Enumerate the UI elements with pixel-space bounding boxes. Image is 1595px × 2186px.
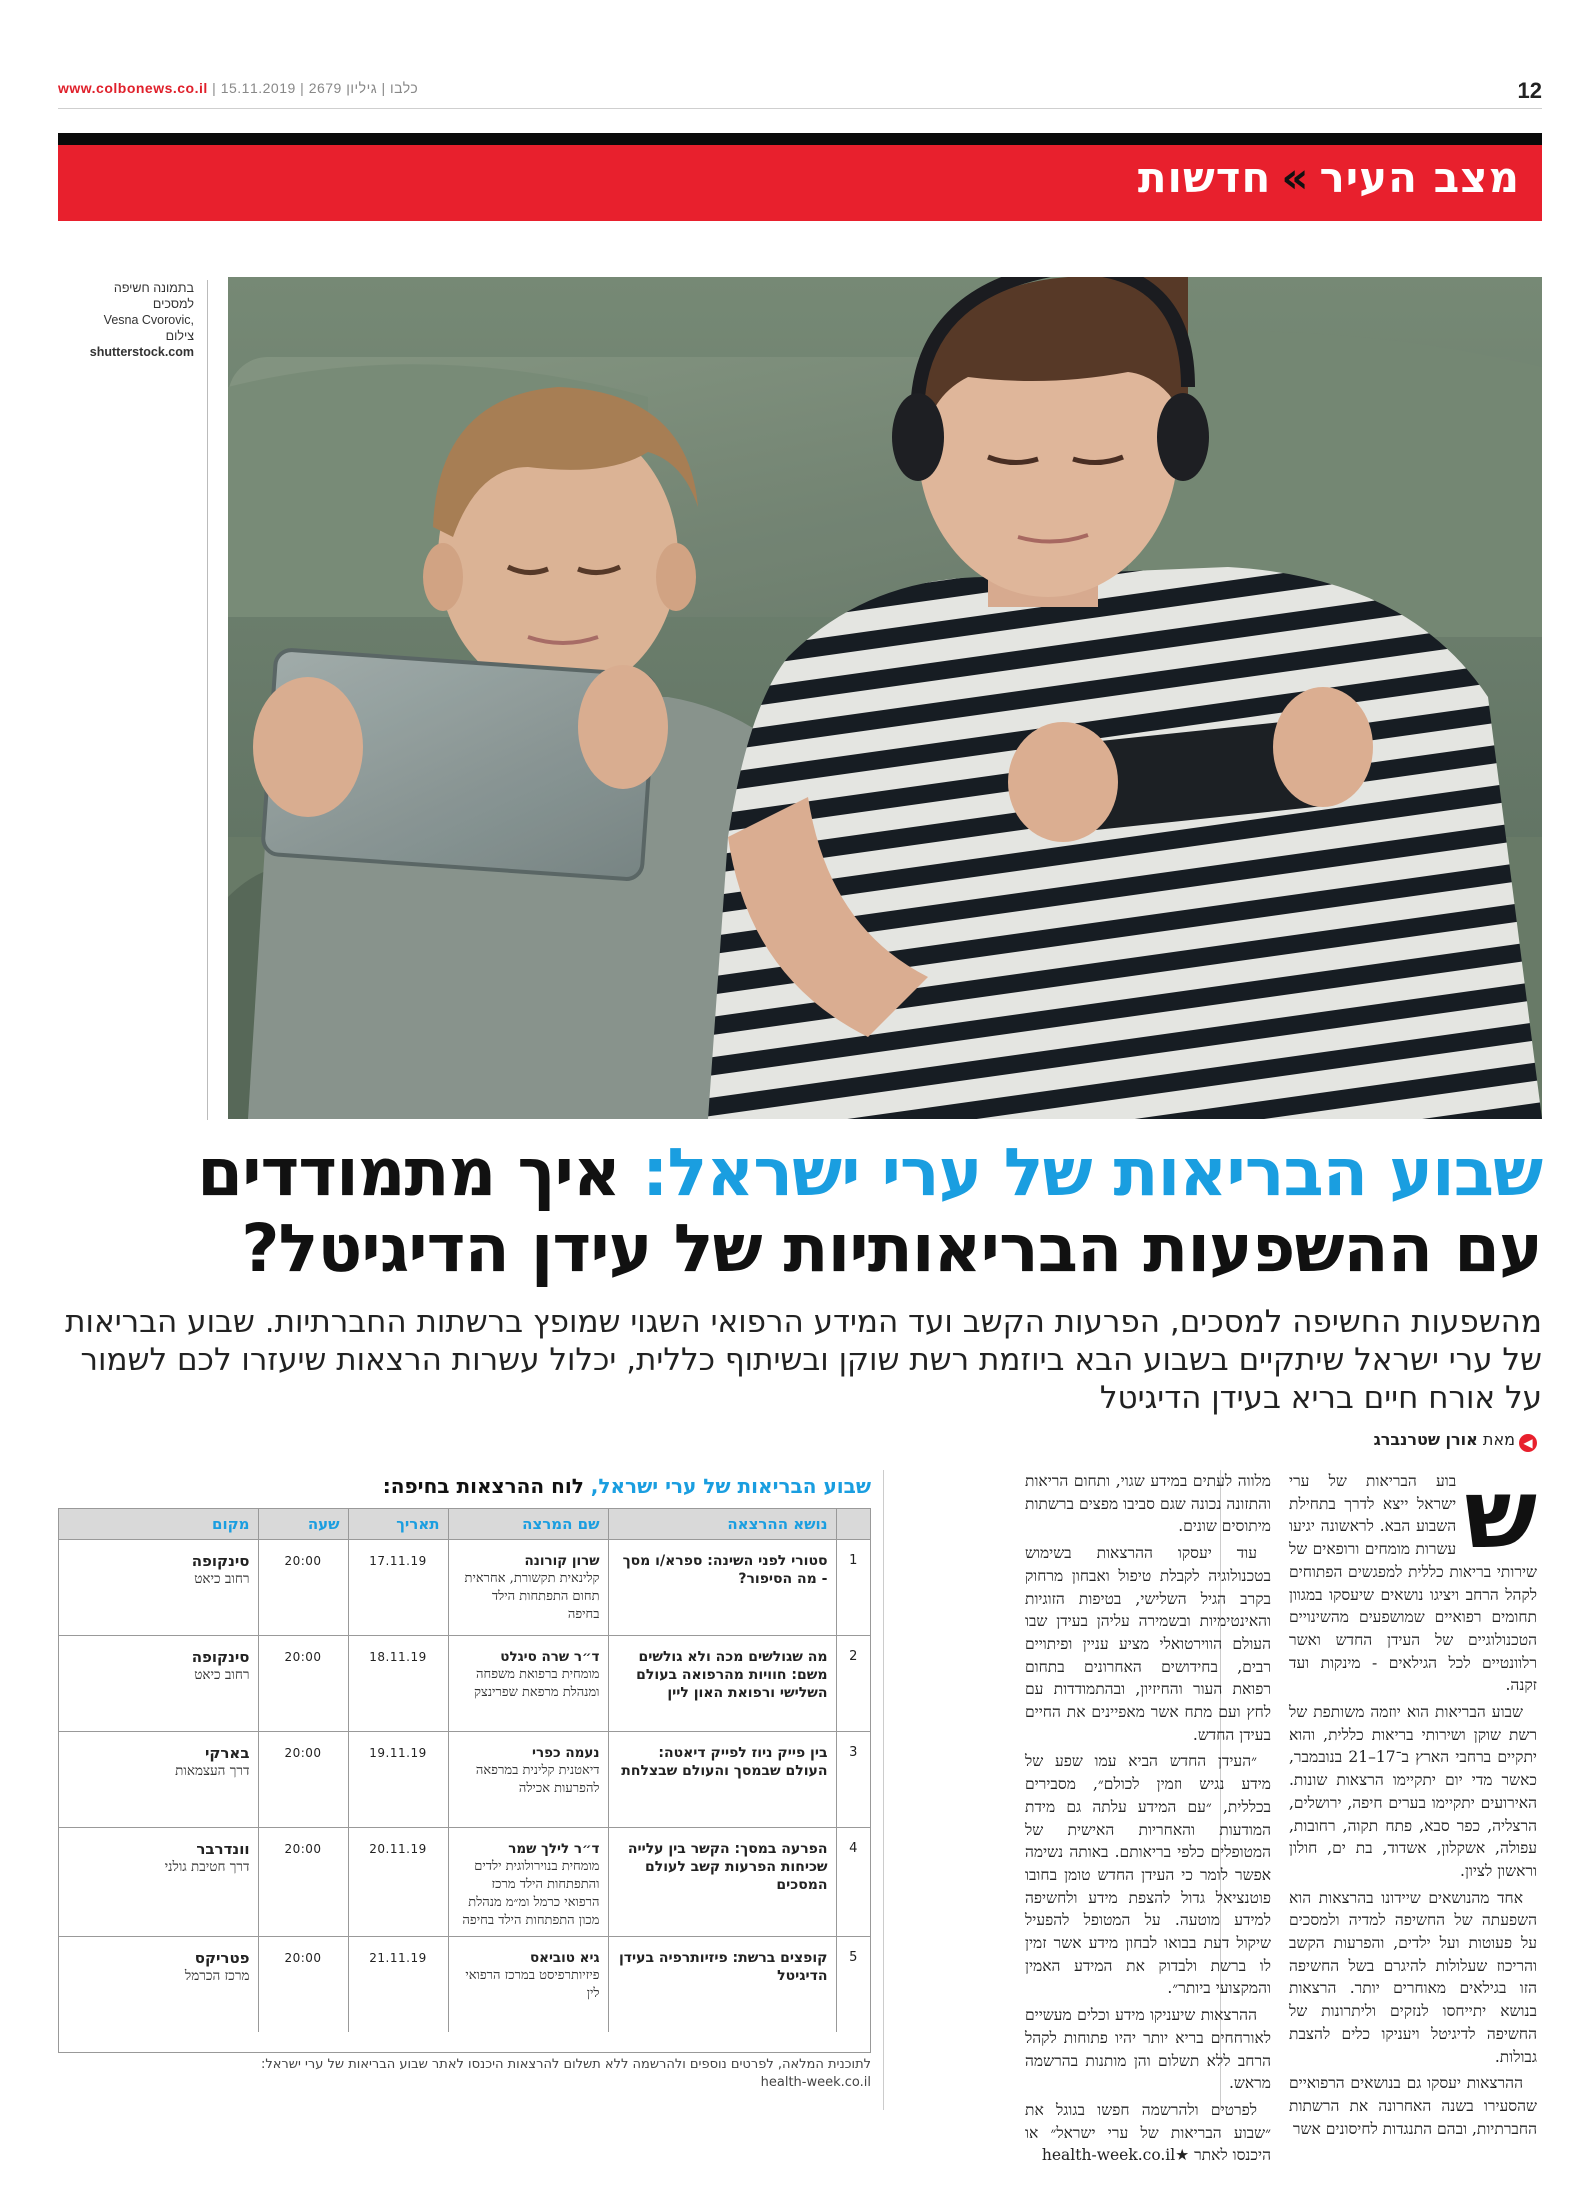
- lecturer-name: שרון קורונה: [524, 1552, 600, 1569]
- schedule-title: [383, 1474, 871, 1498]
- article-paragraph: בוע הבריאות של ערי ישראל ייצא לדרך בתחילת השבוע הבא. לראשונה יגיעו עשרות מומחים ורופאים של שירותי בריאות כללית למפגשים הפתוחים לקהל הרחב ויציגו נושאים שיעסקו במגוון תחומים רפואיים שמושפעים מהשינויים הטכנולוגיים של העידן החדש ואשר רלוונטיים לכל הגילאים - מינקות ועד זקנה.: [1289, 1472, 1537, 1695]
- table-row: [59, 1827, 870, 1936]
- table-row: [59, 1731, 870, 1827]
- article-paragraph: אחד מהנושאים שיידונו בהרצאות הוא השפעתה של החשיפה למדיה ולמסכים על פעוטות ועל ילדים, והפרעות הקשב והריכוז שעלולות להיגרם בשל החשיפה הזו בגילאים מאוחרים יותר. הרצאות בנושא יתייחסו לנזקים וליתרונות של החשיפה לדיגיטל ויעניקו כלים להצבת גבולות.: [1289, 1888, 1537, 2066]
- lecturer-role: דיאטנית קלינית במרפאה להפרעות אכילה: [475, 1762, 600, 1796]
- lecture-topic: קופצים ברשת: פיזיותרפיה בעידן הדיגיטל: [608, 1936, 836, 2032]
- article-paragraph: מלווה לעתים במידע שגוי, ותחום הריאות והתזונה נכונה שגם סביבו מפצים ברשתות מיתוסים שונים.: [1025, 1472, 1271, 1536]
- venue-address: רחוב כיאט: [194, 1570, 250, 1587]
- row-number: 1: [836, 1539, 870, 1635]
- issue-meta: [58, 80, 418, 96]
- headline-black: איך מתמודדים: [197, 1134, 620, 1211]
- lecturer-cell: [448, 1731, 608, 1827]
- section-title: [1138, 153, 1520, 202]
- double-chevron-icon: »: [1281, 153, 1310, 202]
- lecture-date: 19.11.19: [348, 1731, 448, 1827]
- lecture-date: 17.11.19: [348, 1539, 448, 1635]
- issue-info: | כלבו | גיליון 2679 | 15.11.2019: [212, 80, 419, 96]
- caption-line-2: למסכים: [152, 297, 194, 311]
- venue-name: סינקופה: [191, 1551, 250, 1570]
- lecture-date: 20.11.19: [348, 1827, 448, 1936]
- article-paragraph: עוד יעסקו ההרצאות בשימוש בטכנולוגיה לקבלת טיפול ואבחון מרחוק בקרב הגיל השלישי, בטיפות הזוגיות והאינטימיות ובשמירה עליהן בעידן שבו העולם הווירטואלי מציע עניין ופיתויים רבים, בחידושים האחרונים בתחום רפואת העור והחיזיון, ובהתמודדות עם לחץ ועם מתח אשר מאפיינים את החיים בעידן החדש.: [1025, 1544, 1271, 1744]
- article-paragraph: ההרצאות יעסקו גם בנושאים הרפואיים שהסעירו בשנה האחרונה את הרשתות החברתיות, ובהם התנגדות לחיסונים אשר: [1289, 2074, 1537, 2138]
- byline: [1374, 1430, 1537, 1452]
- venue-address: דרך העצמאות: [175, 1762, 250, 1779]
- venue-cell: [59, 1827, 258, 1936]
- table-row: [59, 1936, 870, 2032]
- article-column-1: [1289, 1458, 1537, 2140]
- section-name: מצב העיר: [1319, 153, 1520, 202]
- lecture-topic: בין פייק ניוז לפייק דיאטה: העולם שבמסך והעולם שבצלחת: [608, 1731, 836, 1827]
- lecturer-role: פיזיותרפיסט במרכז הרפואי לין: [465, 1967, 600, 2001]
- venue-cell: [59, 1936, 258, 2032]
- article-column-2: [1025, 1470, 1271, 2167]
- article-paragraph: ההרצאות שיעניקו מידע וכלים מעשיים לאורחחים בריא יותר יהיו פתוחות לקהל הרחב ללא תשלום והן מותנות בהרשמה מראש.: [1025, 2006, 1271, 2093]
- headline-blue: שבוע הבריאות של ערי ישראל:: [641, 1134, 1542, 1211]
- lecture-time: 20:00: [258, 1827, 348, 1936]
- lecture-date: 21.11.19: [348, 1936, 448, 2032]
- lecturer-name: ד״ר לילך שמר: [508, 1840, 600, 1857]
- drop-cap: ש: [1464, 1458, 1537, 1570]
- table-row: [59, 1635, 870, 1731]
- lecturer-name: נעמה כפרי: [532, 1744, 600, 1761]
- page-header: [58, 78, 1542, 108]
- credit-label: צילום: [165, 329, 194, 343]
- site-url[interactable]: www.colbonews.co.il: [58, 80, 208, 96]
- column-header-topic: נושא ההרצאה: [608, 1509, 836, 1539]
- schedule-header-row: [59, 1509, 870, 1539]
- page-number: 12: [1517, 78, 1542, 103]
- byline-prefix: מאת: [1482, 1430, 1515, 1449]
- arrow-icon: ◀: [1519, 1434, 1537, 1452]
- lecturer-cell: [448, 1635, 608, 1731]
- footnote-text: לתוכנית המלאה, לפרטים נוספים ולהרשמה ללא תשלום להרצאות היכנסו לאתר שבוע הבריאות של ערי ישראל:: [260, 2057, 871, 2072]
- venue-cell: [59, 1635, 258, 1731]
- lecture-topic: מה שגולשים מכה ולא גולשים משם: חוויות מהרפואה בעולם השלישי ורפואת האון ליין: [608, 1635, 836, 1731]
- article-paragraph: שבוע הבריאות הוא יוזמה משותפת של רשת שוקן ושירותי בריאות כללית, והוא יתקיים ברחבי הארץ ב־17–21 בנובמבר, כאשר מדי יום יתקיימו הרצאות שונות. האירועים יתקיימו בערים חיפה, ירושלים, הרצליה, כפר סבא, פתח תקוה, רחובות, עפולה, אשקלון, אשדוד, בת ים, חולון וראשון לציון.: [1289, 1703, 1537, 1880]
- column-header-venue: מקום: [59, 1509, 258, 1539]
- column-header-lecturer: שם המרצה: [448, 1509, 608, 1539]
- kids-with-devices-illustration: [228, 277, 1542, 1119]
- article-paragraph: ״העידן החדש הביא עמו שפע של מידע נגיש וזמין לכולם״, מסבירים בכללית, ״עם המידע עלתה גם מידת המודעות והאחריות האישית של המטופלים כלפי בריאותם. באותה נשימה אפשר לומר כי העידן החדש טומן בחובו פוטנציאל גדול להצפת מידע ולחשיפה למידע מוטעה. על המטופל להפעיל שיקול דעת בבואו לבחון מידע אשר זמין לו ברשת ולבדוק את המידע האמין והמקצועי ביותר״.: [1025, 1752, 1271, 1998]
- section-banner: [58, 145, 1542, 221]
- schedule-table: [58, 1508, 871, 2053]
- column-header-time: שעה: [258, 1509, 348, 1539]
- lecture-topic: סטורי לפני השינה: ספרא/ו מסך - מה הסיפור?: [608, 1539, 836, 1635]
- venue-cell: [59, 1539, 258, 1635]
- venue-cell: [59, 1731, 258, 1827]
- lecture-topic: הפרעה במסך: הקשר בין עלייה שכיחות הפרעות קשב לעולם המסכים: [608, 1827, 836, 1936]
- lecture-time: 20:00: [258, 1936, 348, 2032]
- venue-name: וונדרבר: [196, 1839, 250, 1858]
- lecturer-role: מומחית בנוירולוגית ילדים והתפתחות הילד מרכז הרפואי כרמל ומ״מ מנהלת מכון התפתחות הילד בחיפה: [462, 1858, 600, 1928]
- venue-name: סינקופה: [191, 1647, 250, 1666]
- lecturer-cell: [448, 1539, 608, 1635]
- banner-top-stripe: [58, 133, 1542, 145]
- lecture-time: 20:00: [258, 1731, 348, 1827]
- section-sub: חדשות: [1137, 153, 1272, 202]
- caption-divider: [207, 280, 208, 1120]
- venue-name: פטריקס: [194, 1948, 250, 1967]
- row-number: 2: [836, 1635, 870, 1731]
- photo-caption: [58, 280, 194, 360]
- main-photo: [228, 277, 1542, 1119]
- venue-name: בארקי: [204, 1743, 250, 1762]
- caption-line-1: בתמונה חשיפה: [113, 281, 194, 295]
- lecturer-cell: [448, 1936, 608, 2032]
- row-number: 5: [836, 1936, 870, 2032]
- registration-text: לפרטים ולהרשמה חפשו בגוגל את ״שבוע הבריאות של ערי ישראל״ או היכנסו לאתר: [1025, 2100, 1271, 2165]
- venue-address: מרכז הכרמל: [184, 1967, 250, 1984]
- credit-name: Vesna Cvorovic,: [103, 313, 194, 327]
- lecturer-name: ד״ר שרה סיגלט: [500, 1648, 600, 1665]
- registration-link[interactable]: health-week.co.il★: [1041, 2146, 1190, 2165]
- lecture-time: 20:00: [258, 1635, 348, 1731]
- lecturer-name: גיא טוביאס: [529, 1949, 600, 1966]
- table-row: [59, 1539, 870, 1635]
- headline-line-2: עם ההשפעות הבריאותיות של עידן הדיגיטל?: [241, 1210, 1542, 1287]
- lecturer-role: קלינאית תקשורת, אחראית תחום התפתחות הילד בחיפה: [464, 1570, 600, 1622]
- article-paragraph: [1025, 2099, 1271, 2167]
- lecturer-cell: [448, 1827, 608, 1936]
- lecturer-role: מומחית ברפואת משפחה ומנהלת מרפאת שפרינצק: [474, 1666, 600, 1700]
- lecture-date: 18.11.19: [348, 1635, 448, 1731]
- row-number: 4: [836, 1827, 870, 1936]
- credit-source: shutterstock.com: [89, 345, 194, 359]
- lecture-time: 20:00: [258, 1539, 348, 1635]
- row-number: 3: [836, 1731, 870, 1827]
- header-rule: [58, 108, 1542, 109]
- column-header-date: תאריך: [348, 1509, 448, 1539]
- column-rule: [883, 1470, 884, 2110]
- subheadline: מהשפעות החשיפה למסכים, הפרעות הקשב ועד המידע הרפואי השגוי שמופץ ברשתות החברתיות. שבוע הבריאות של ערי ישראל שיתקיים בשבוע הבא ביוזמת רשת שוקן ובשיתוף כללית, יכלול עשרות הרצאות שיעזרו לכם לשמור על אורח חיים בריא בעידן הדיגיטל: [65, 1304, 1542, 1416]
- schedule-title-blue: שבוע הבריאות של ערי ישראל,: [590, 1474, 871, 1498]
- column-header-num: [836, 1509, 870, 1539]
- schedule-title-black: לוח ההרצאות בחיפה:: [382, 1474, 584, 1498]
- headline: [58, 1135, 1542, 1287]
- schedule-footnote: [58, 2056, 871, 2092]
- venue-address: דרך חטיבת גולני: [164, 1858, 250, 1875]
- byline-author: אורן שטרנברג: [1373, 1430, 1478, 1449]
- footnote-link[interactable]: health-week.co.il: [760, 2075, 871, 2090]
- venue-address: רחוב כיאט: [194, 1666, 250, 1683]
